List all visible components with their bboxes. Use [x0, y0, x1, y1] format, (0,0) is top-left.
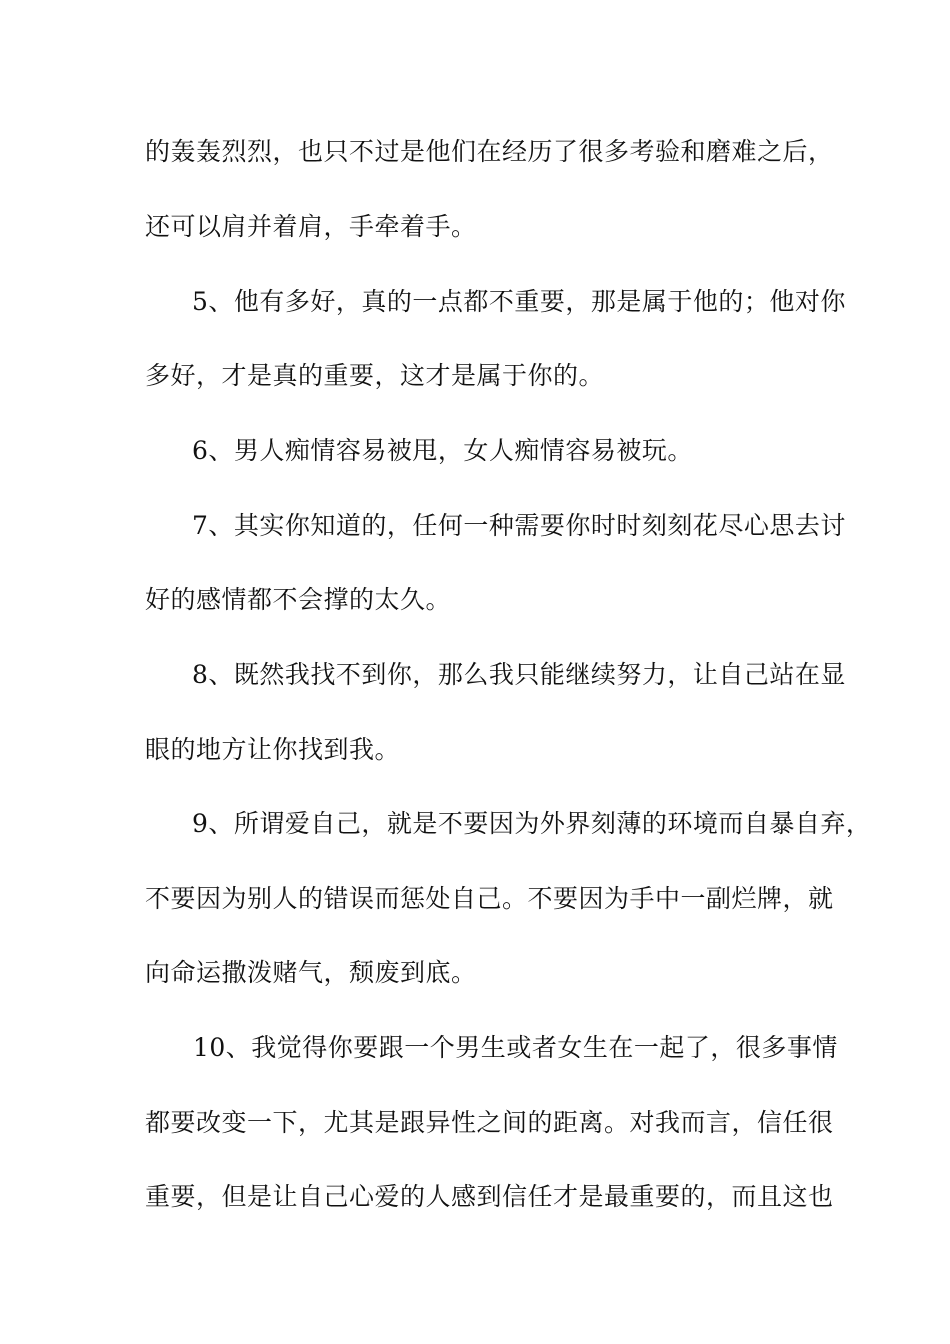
list-item-5-line-2: 多好，才是真的重要，这才是属于你的。: [145, 361, 605, 390]
list-item-9-line-1: 9、所谓爱自己，就是不要因为外界刻薄的环境而自暴自弃，: [192, 809, 872, 838]
list-item-9-line-2: 不要因为别人的错误而惩处自己。不要因为手中一副烂牌，就: [145, 884, 834, 913]
list-item-10-line-2: 都要改变一下，尤其是跟异性之间的距离。对我而言，信任很: [145, 1108, 834, 1137]
list-item-7-line-1: 7、其实你知道的，任何一种需要你时时刻刻花尽心思去讨: [192, 511, 846, 540]
list-item-6: 6、男人痴情容易被甩，女人痴情容易被玩。: [192, 436, 693, 465]
list-item-10-line-1: 10、我觉得你要跟一个男生或者女生在一起了，很多事情: [193, 1033, 838, 1062]
list-item-5-line-1: 5、他有多好，真的一点都不重要，那是属于他的；他对你: [192, 287, 846, 316]
list-item-8-line-2: 眼的地方让你找到我。: [145, 735, 401, 764]
text-line-2: 还可以肩并着肩，手牵着手。: [145, 212, 477, 241]
list-item-7-line-2: 好的感情都不会撑的太久。: [145, 585, 452, 614]
text-line-1: 的轰轰烈烈，也只不过是他们在经历了很多考验和磨难之后，: [145, 137, 834, 166]
list-item-10-line-3: 重要，但是让自己心爱的人感到信任才是最重要的，而且这也: [145, 1182, 834, 1211]
list-item-8-line-1: 8、既然我找不到你，那么我只能继续努力，让自己站在显: [192, 660, 846, 689]
list-item-9-line-3: 向命运撒泼赌气，颓废到底。: [145, 958, 477, 987]
